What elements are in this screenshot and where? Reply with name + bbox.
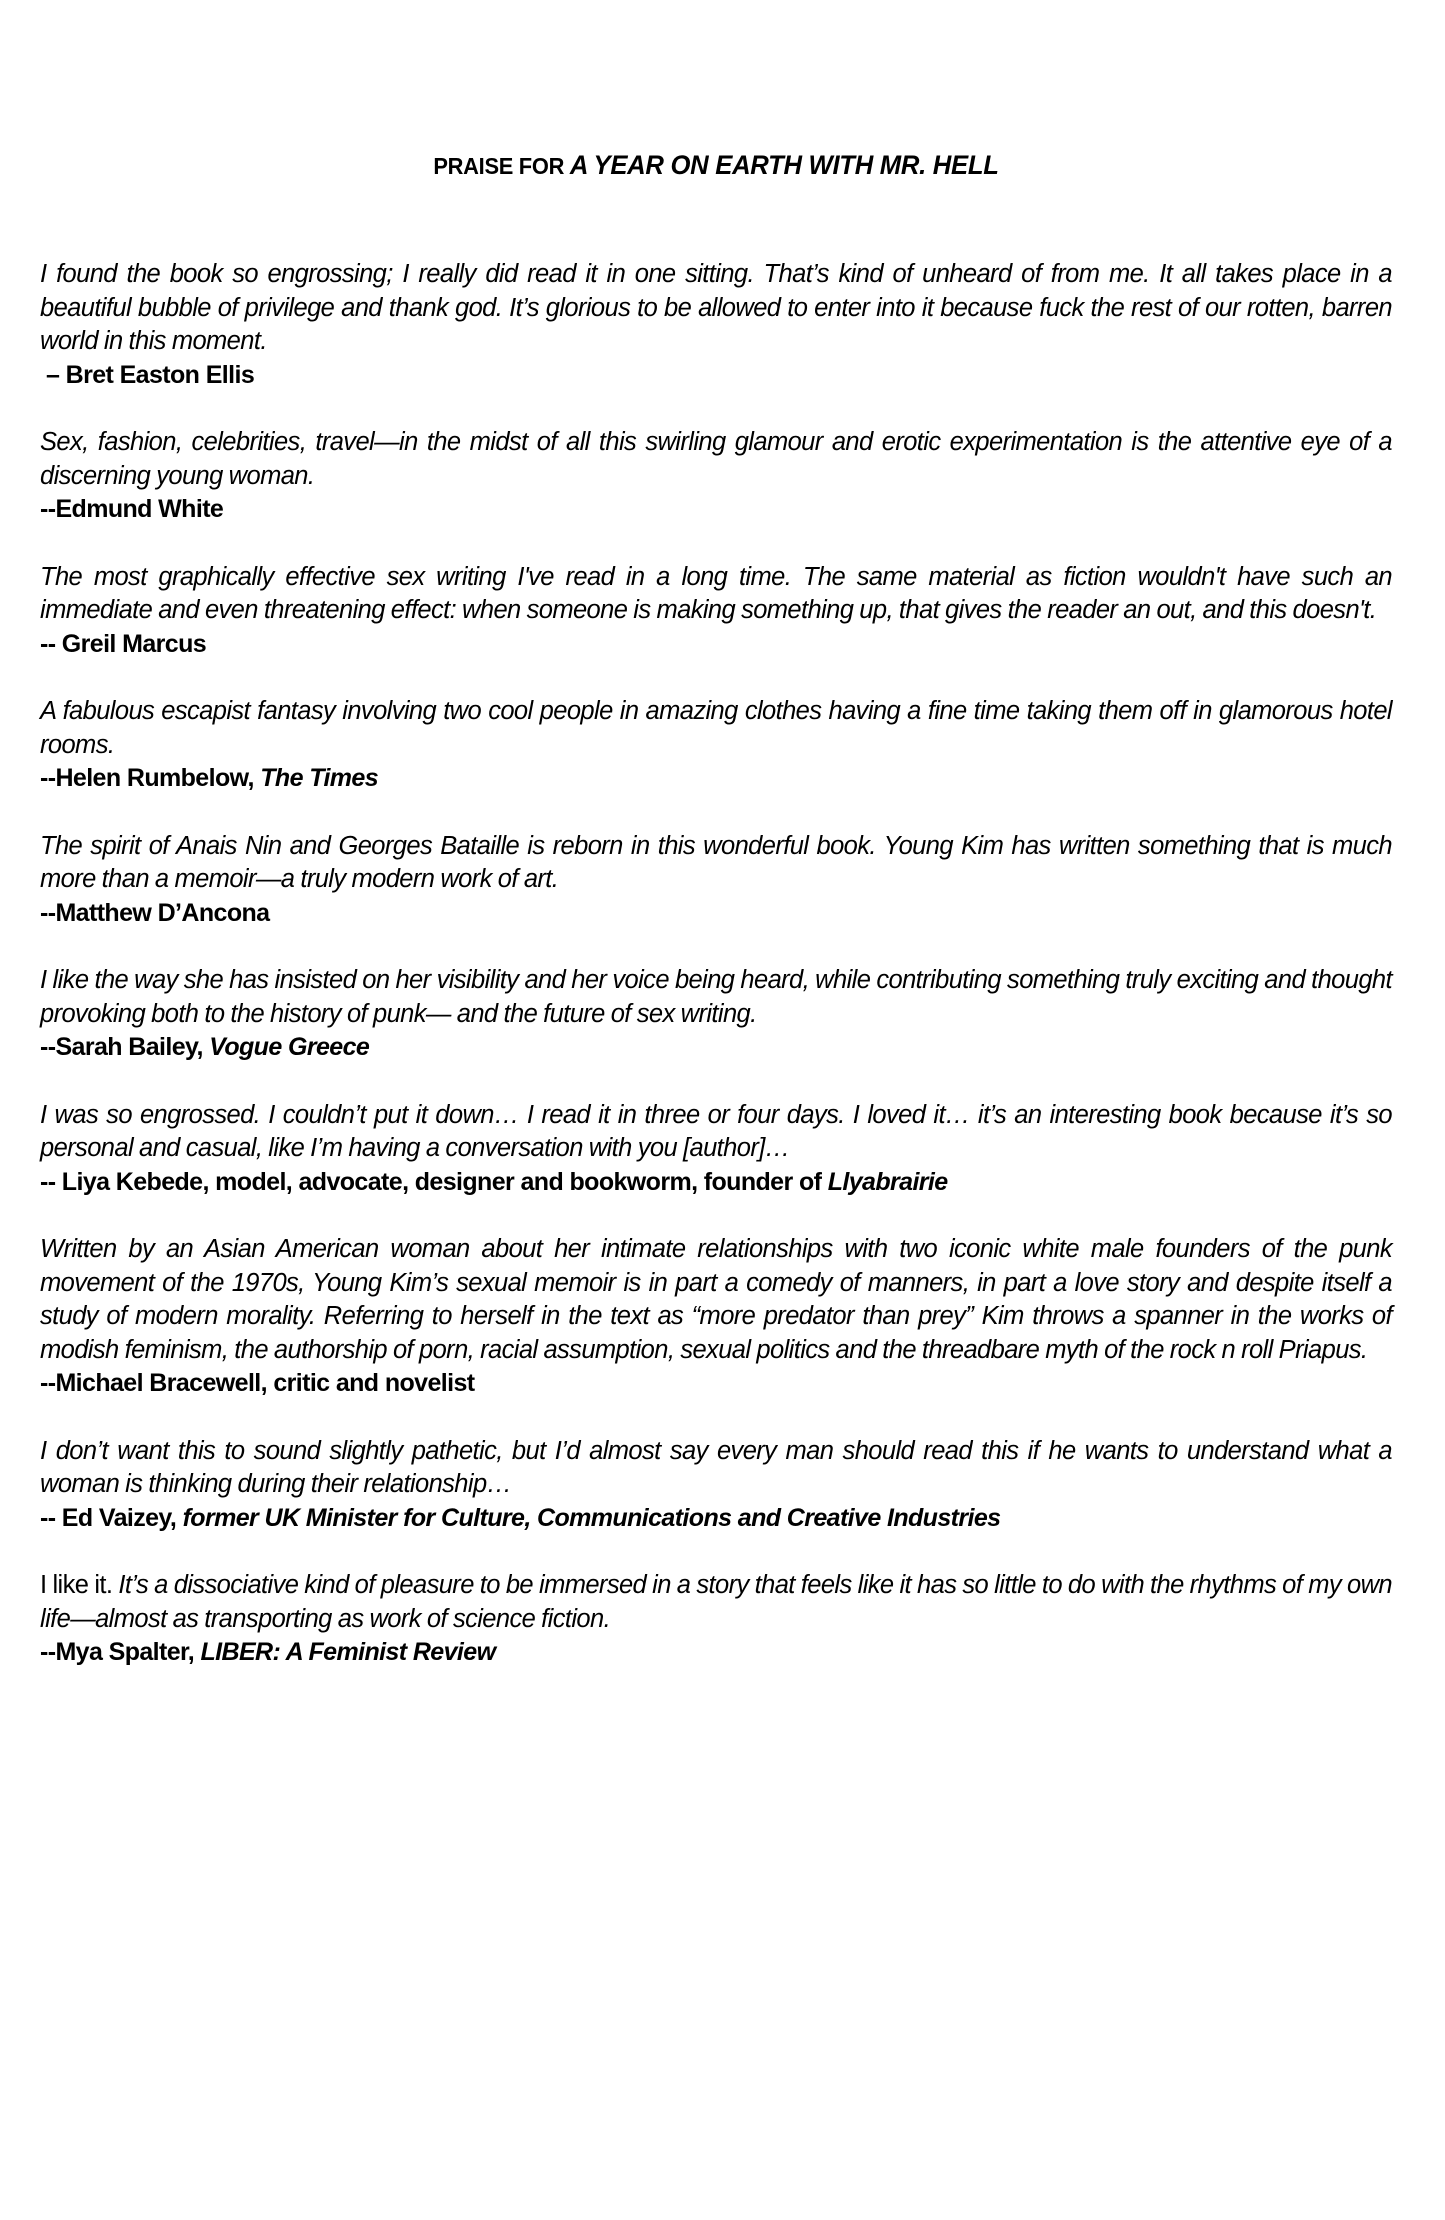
heading-prefix: PRAISE FOR bbox=[433, 153, 570, 179]
attribution-name: -- Liya Kebede, model, advocate, designer and bookworm, founder of bbox=[40, 1167, 828, 1196]
praise-quote bbox=[40, 426, 1392, 527]
quote-attribution bbox=[40, 897, 1392, 931]
quote-text: A fabulous escapist fantasy involving two cool people in amazing clothes having a fine time taking them off in glamorous hotel rooms. bbox=[40, 697, 1392, 759]
quote-attribution bbox=[40, 1367, 1392, 1401]
quote-attribution bbox=[40, 628, 1392, 662]
quote-attribution bbox=[40, 1166, 1392, 1200]
attribution-publication: Vogue Greece bbox=[209, 1033, 370, 1061]
attribution-publication: former UK Minister for Culture, Communications and Creative Industries bbox=[182, 1503, 1001, 1532]
quote-text: I like the way she has insisted on her visibility and her voice being heard, while contributing something truly exciting and thought provoking both to the history of punk— and the future of sex writing. bbox=[40, 966, 1392, 1028]
book-title: A YEAR ON EARTH WITH MR. HELL bbox=[569, 150, 999, 180]
quote-text: The spirit of Anais Nin and Georges Bataille is reborn in this wonderful book. Young Kim has written something that is much more than a memoir—a truly modern work of art. bbox=[40, 831, 1392, 893]
quote-text: I found the book so engrossing; I really did read it in one sitting. That’s kind of unheard of from me. It all takes place in a beautiful bubble of privilege and thank god. It’s glorious to be allowed to enter into it because fuck the rest of our rotten, barren world in this moment. bbox=[40, 260, 1392, 355]
praise-quote bbox=[40, 1569, 1392, 1670]
attribution-name: -- Greil Marcus bbox=[40, 629, 207, 658]
quote-text bbox=[40, 1569, 1392, 1636]
attribution-name: --Mya Spalter, bbox=[40, 1638, 201, 1666]
attribution-name: --Edmund White bbox=[40, 495, 224, 523]
quote-attribution bbox=[40, 493, 1392, 527]
praise-quote bbox=[40, 1099, 1392, 1200]
attribution-name: --Sarah Bailey, bbox=[40, 1033, 210, 1061]
quote-text-body: It’s a dissociative kind of pleasure to be immersed in a story that feels like it has so little to do with the rhythms of my own life—almost as transporting as work of science fiction. bbox=[40, 1571, 1392, 1633]
quote-text: Sex, fashion, celebrities, travel—in the midst of all this swirling glamour and erotic experimentation is the attentive eye of a discerning young woman. bbox=[40, 428, 1392, 490]
attribution-publication: The Times bbox=[260, 764, 379, 792]
page-heading bbox=[74, 150, 1358, 181]
attribution-publication: Llyabrairie bbox=[827, 1167, 948, 1196]
attribution-name: --Matthew D’Ancona bbox=[40, 898, 270, 927]
praise-quote bbox=[40, 964, 1392, 1065]
quote-attribution bbox=[40, 359, 1392, 393]
quote-attribution bbox=[40, 762, 1392, 796]
attribution-name: --Helen Rumbelow, bbox=[40, 764, 261, 792]
quote-attribution bbox=[40, 1502, 1392, 1536]
praise-quote bbox=[40, 1435, 1392, 1536]
praise-quote bbox=[40, 561, 1392, 662]
quote-text: Written by an Asian American woman about her intimate relationships with two iconic white male founders of the punk movement of the 1970s, Young Kim’s sexual memoir is in part a comedy of manners, in part a love story and despite itself a study of modern morality. Referring to herself in the text as “more predator than prey” Kim throws a spanner in the works of modish feminism, the authorship of porn, racial assumption, sexual politics and the threadbare myth of the rock n roll Priapus. bbox=[40, 1235, 1392, 1364]
attribution-name: -- Ed Vaizey, bbox=[40, 1503, 183, 1532]
quote-text: I don’t want this to sound slightly pathetic, but I’d almost say every man should read this if he wants to understand what a woman is thinking during their relationship… bbox=[40, 1436, 1392, 1498]
quote-attribution bbox=[40, 1636, 1392, 1670]
attribution-name: --Michael Bracewell, critic and novelist bbox=[40, 1369, 475, 1397]
praise-quote bbox=[40, 695, 1392, 796]
praise-quote bbox=[40, 258, 1392, 392]
attribution-name: – Bret Easton Ellis bbox=[46, 360, 255, 389]
quote-attribution bbox=[40, 1031, 1392, 1065]
quote-text: I was so engrossed. I couldn’t put it down… I read it in three or four days. I loved it… it’s an interesting book because it’s so personal and casual, like I’m having a conversation with you [author]… bbox=[40, 1100, 1392, 1162]
praise-quote bbox=[40, 1233, 1392, 1401]
attribution-publication: LIBER: A Feminist Review bbox=[200, 1638, 496, 1666]
praise-quote bbox=[40, 830, 1392, 931]
quote-text-prefix: I like it. bbox=[40, 1571, 119, 1599]
quote-text: The most graphically effective sex writing I've read in a long time. The same material as fiction wouldn't have such an immediate and even threatening effect: when someone is making something up, that gives the reader an out, and this doesn't. bbox=[40, 562, 1392, 624]
praise-quotes-list bbox=[40, 258, 1392, 1704]
